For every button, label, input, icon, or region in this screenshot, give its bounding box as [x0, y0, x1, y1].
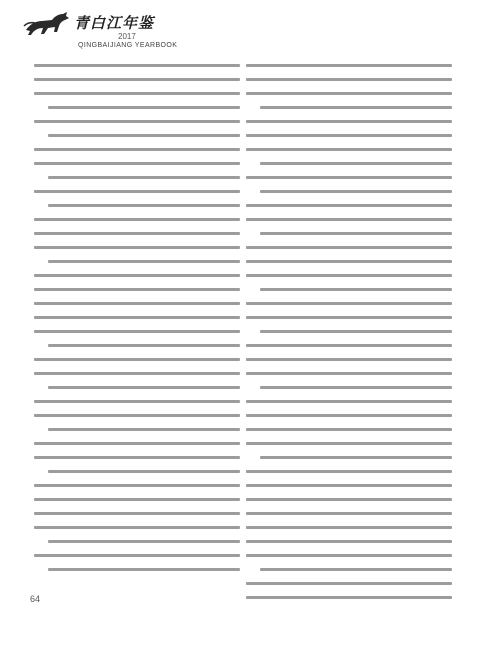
- text-line: [34, 414, 240, 417]
- paragraph: [34, 428, 240, 459]
- text-line: [34, 302, 240, 305]
- text-line: [48, 176, 240, 179]
- page-number: 64: [30, 594, 41, 604]
- text-line: [246, 134, 452, 137]
- text-line: [34, 330, 240, 333]
- text-line: [260, 288, 452, 291]
- text-line: [246, 372, 452, 375]
- text-line: [34, 526, 240, 529]
- text-line: [34, 554, 240, 557]
- text-line: [34, 64, 240, 67]
- paragraph: [246, 162, 452, 179]
- text-line: [34, 78, 240, 81]
- text-line: [34, 372, 240, 375]
- text-line: [246, 302, 452, 305]
- right-text-column: [246, 64, 452, 584]
- text-line: [48, 428, 240, 431]
- text-line: [260, 386, 452, 389]
- text-line: [48, 470, 240, 473]
- text-line: [260, 330, 452, 333]
- paragraph: [34, 204, 240, 249]
- paragraph: [34, 470, 240, 529]
- paragraph: [246, 456, 452, 557]
- text-line: [246, 358, 452, 361]
- text-line: [246, 316, 452, 319]
- paragraph: [34, 64, 240, 95]
- text-line: [246, 498, 452, 501]
- text-line: [246, 64, 452, 67]
- text-line: [246, 470, 452, 473]
- text-line: [260, 456, 452, 459]
- text-line: [34, 400, 240, 403]
- text-line: [48, 540, 240, 543]
- text-line: [260, 162, 452, 165]
- text-line: [34, 456, 240, 459]
- paragraph: [246, 232, 452, 277]
- paragraph: [246, 386, 452, 445]
- text-line: [246, 344, 452, 347]
- text-line: [246, 554, 452, 557]
- text-line: [246, 274, 452, 277]
- text-line: [48, 134, 240, 137]
- text-line: [48, 344, 240, 347]
- paragraph: [34, 344, 240, 375]
- paragraph: [34, 540, 240, 557]
- text-line: [34, 442, 240, 445]
- paragraph: [246, 288, 452, 319]
- text-line: [260, 106, 452, 109]
- text-line: [246, 92, 452, 95]
- text-line: [246, 260, 452, 263]
- text-line: [48, 204, 240, 207]
- text-line: [34, 358, 240, 361]
- text-line: [246, 400, 452, 403]
- text-line: [246, 218, 452, 221]
- text-line: [34, 316, 240, 319]
- paragraph: [34, 568, 240, 571]
- paragraph: [34, 106, 240, 123]
- text-line: [246, 540, 452, 543]
- yearbook-english-title: QINGBAIJIANG YEARBOOK: [78, 42, 178, 49]
- galloping-horse-icon: [22, 8, 72, 38]
- text-line: [34, 148, 240, 151]
- left-text-column: [34, 64, 240, 584]
- text-line: [34, 274, 240, 277]
- text-line: [34, 512, 240, 515]
- text-line: [246, 428, 452, 431]
- text-line: [246, 484, 452, 487]
- text-line: [260, 232, 452, 235]
- text-line: [246, 120, 452, 123]
- text-line: [34, 288, 240, 291]
- text-line: [48, 260, 240, 263]
- text-line: [34, 498, 240, 501]
- text-line: [34, 246, 240, 249]
- text-line: [246, 246, 452, 249]
- text-line: [48, 386, 240, 389]
- text-line: [260, 190, 452, 193]
- text-line: [246, 414, 452, 417]
- yearbook-year: 2017: [118, 32, 136, 41]
- text-line: [34, 232, 240, 235]
- text-line: [246, 148, 452, 151]
- text-line: [34, 92, 240, 95]
- text-line: [246, 78, 452, 81]
- text-line: [246, 442, 452, 445]
- text-line: [246, 176, 452, 179]
- text-line: [246, 582, 452, 585]
- text-line: [34, 162, 240, 165]
- text-line: [246, 512, 452, 515]
- paragraph: [34, 134, 240, 165]
- text-line: [34, 120, 240, 123]
- text-line: [246, 526, 452, 529]
- text-line: [48, 106, 240, 109]
- text-line: [246, 204, 452, 207]
- text-line: [34, 218, 240, 221]
- paragraph: [246, 64, 452, 95]
- text-line: [48, 568, 240, 571]
- paragraph: [246, 568, 452, 599]
- paragraph: [34, 176, 240, 193]
- text-line: [246, 596, 452, 599]
- text-line: [34, 190, 240, 193]
- text-line: [34, 484, 240, 487]
- text-line: [260, 568, 452, 571]
- yearbook-title: 青白江年鉴: [74, 14, 155, 32]
- paragraph: [246, 190, 452, 221]
- paragraph: [246, 106, 452, 151]
- page-header: [22, 6, 222, 58]
- paragraph: [246, 330, 452, 375]
- paragraph: [34, 386, 240, 417]
- paragraph: [34, 260, 240, 333]
